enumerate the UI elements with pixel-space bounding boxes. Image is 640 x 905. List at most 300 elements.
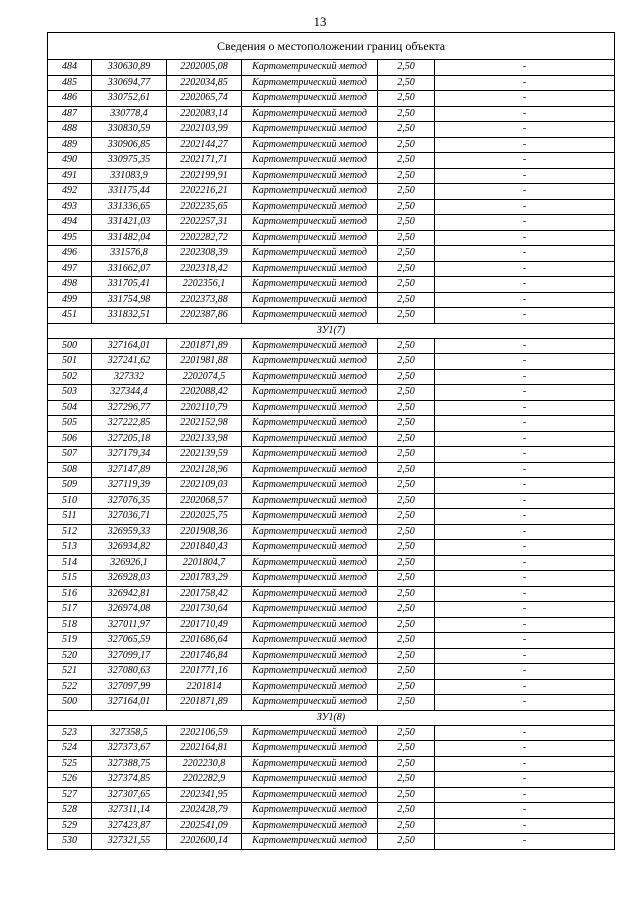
description-cell: - <box>435 277 615 293</box>
description-cell: - <box>435 106 615 122</box>
section-label: ЗУ1(7) <box>48 323 615 338</box>
accuracy-cell: 2,50 <box>378 168 435 184</box>
point-number-cell: 505 <box>48 416 92 432</box>
x-coordinate-cell: 331705,41 <box>92 277 167 293</box>
accuracy-cell: 2,50 <box>378 803 435 819</box>
description-cell: - <box>435 338 615 354</box>
accuracy-cell: 2,50 <box>378 60 435 76</box>
y-coordinate-cell: 2202387,86 <box>167 308 242 324</box>
x-coordinate-cell: 331421,03 <box>92 215 167 231</box>
description-cell: - <box>435 184 615 200</box>
accuracy-cell: 2,50 <box>378 787 435 803</box>
description-cell: - <box>435 756 615 772</box>
description-cell: - <box>435 91 615 107</box>
table-row <box>48 369 615 385</box>
table-row <box>48 338 615 354</box>
method-cell: Картометрический метод <box>242 633 378 649</box>
method-cell: Картометрический метод <box>242 540 378 556</box>
accuracy-cell: 2,50 <box>378 524 435 540</box>
y-coordinate-cell: 2202216,21 <box>167 184 242 200</box>
point-number-cell: 507 <box>48 447 92 463</box>
section-row <box>48 710 615 725</box>
accuracy-cell: 2,50 <box>378 338 435 354</box>
x-coordinate-cell: 326959,33 <box>92 524 167 540</box>
point-number-cell: 526 <box>48 772 92 788</box>
point-number-cell: 492 <box>48 184 92 200</box>
table-row <box>48 215 615 231</box>
description-cell: - <box>435 803 615 819</box>
table-row <box>48 664 615 680</box>
x-coordinate-cell: 327099,17 <box>92 648 167 664</box>
accuracy-cell: 2,50 <box>378 122 435 138</box>
accuracy-cell: 2,50 <box>378 617 435 633</box>
point-number-cell: 515 <box>48 571 92 587</box>
y-coordinate-cell: 2202144,27 <box>167 137 242 153</box>
y-coordinate-cell: 2201871,89 <box>167 338 242 354</box>
point-number-cell: 516 <box>48 586 92 602</box>
point-number-cell: 498 <box>48 277 92 293</box>
point-number-cell: 451 <box>48 308 92 324</box>
x-coordinate-cell: 327307,65 <box>92 787 167 803</box>
point-number-cell: 523 <box>48 725 92 741</box>
accuracy-cell: 2,50 <box>378 184 435 200</box>
method-cell: Картометрический метод <box>242 586 378 602</box>
description-cell: - <box>435 493 615 509</box>
method-cell: Картометрический метод <box>242 803 378 819</box>
table-row <box>48 787 615 803</box>
x-coordinate-cell: 327296,77 <box>92 400 167 416</box>
y-coordinate-cell: 2201746,84 <box>167 648 242 664</box>
y-coordinate-cell: 2202133,98 <box>167 431 242 447</box>
y-coordinate-cell: 2202282,9 <box>167 772 242 788</box>
table-row <box>48 741 615 757</box>
table-row <box>48 803 615 819</box>
y-coordinate-cell: 2202065,74 <box>167 91 242 107</box>
point-number-cell: 489 <box>48 137 92 153</box>
point-number-cell: 486 <box>48 91 92 107</box>
y-coordinate-cell: 2201840,43 <box>167 540 242 556</box>
method-cell: Картометрический метод <box>242 741 378 757</box>
method-cell: Картометрический метод <box>242 137 378 153</box>
x-coordinate-cell: 330752,61 <box>92 91 167 107</box>
accuracy-cell: 2,50 <box>378 416 435 432</box>
y-coordinate-cell: 2202341,95 <box>167 787 242 803</box>
table-row <box>48 756 615 772</box>
method-cell: Картометрический метод <box>242 199 378 215</box>
table-row <box>48 478 615 494</box>
x-coordinate-cell: 327222,85 <box>92 416 167 432</box>
accuracy-cell: 2,50 <box>378 230 435 246</box>
description-cell: - <box>435 75 615 91</box>
description-cell: - <box>435 431 615 447</box>
y-coordinate-cell: 2202005,08 <box>167 60 242 76</box>
x-coordinate-cell: 331754,98 <box>92 292 167 308</box>
y-coordinate-cell: 2201730,64 <box>167 602 242 618</box>
point-number-cell: 501 <box>48 354 92 370</box>
point-number-cell: 494 <box>48 215 92 231</box>
table-row <box>48 431 615 447</box>
accuracy-cell: 2,50 <box>378 633 435 649</box>
x-coordinate-cell: 327311,14 <box>92 803 167 819</box>
accuracy-cell: 2,50 <box>378 447 435 463</box>
x-coordinate-cell: 327097,99 <box>92 679 167 695</box>
description-cell: - <box>435 292 615 308</box>
description-cell: - <box>435 648 615 664</box>
y-coordinate-cell: 2201758,42 <box>167 586 242 602</box>
accuracy-cell: 2,50 <box>378 756 435 772</box>
method-cell: Картометрический метод <box>242 431 378 447</box>
accuracy-cell: 2,50 <box>378 648 435 664</box>
method-cell: Картометрический метод <box>242 91 378 107</box>
point-number-cell: 496 <box>48 246 92 262</box>
description-cell: - <box>435 509 615 525</box>
point-number-cell: 484 <box>48 60 92 76</box>
y-coordinate-cell: 2201710,49 <box>167 617 242 633</box>
y-coordinate-cell: 2202308,39 <box>167 246 242 262</box>
y-coordinate-cell: 2202103,99 <box>167 122 242 138</box>
accuracy-cell: 2,50 <box>378 695 435 711</box>
description-cell: - <box>435 834 615 850</box>
x-coordinate-cell: 327179,34 <box>92 447 167 463</box>
table-row <box>48 308 615 324</box>
y-coordinate-cell: 2202373,88 <box>167 292 242 308</box>
description-cell: - <box>435 385 615 401</box>
table-row <box>48 199 615 215</box>
accuracy-cell: 2,50 <box>378 478 435 494</box>
description-cell: - <box>435 122 615 138</box>
method-cell: Картометрический метод <box>242 695 378 711</box>
point-number-cell: 488 <box>48 122 92 138</box>
table-row <box>48 292 615 308</box>
point-number-cell: 527 <box>48 787 92 803</box>
description-cell: - <box>435 153 615 169</box>
x-coordinate-cell: 327358,5 <box>92 725 167 741</box>
method-cell: Картометрический метод <box>242 818 378 834</box>
method-cell: Картометрический метод <box>242 75 378 91</box>
accuracy-cell: 2,50 <box>378 493 435 509</box>
y-coordinate-cell: 2202541,09 <box>167 818 242 834</box>
method-cell: Картометрический метод <box>242 617 378 633</box>
x-coordinate-cell: 330906,85 <box>92 137 167 153</box>
method-cell: Картометрический метод <box>242 602 378 618</box>
point-number-cell: 521 <box>48 664 92 680</box>
point-number-cell: 502 <box>48 369 92 385</box>
table-row <box>48 555 615 571</box>
point-number-cell: 506 <box>48 431 92 447</box>
table-row <box>48 818 615 834</box>
table-row <box>48 617 615 633</box>
method-cell: Картометрический метод <box>242 400 378 416</box>
x-coordinate-cell: 327164,01 <box>92 695 167 711</box>
method-cell: Картометрический метод <box>242 447 378 463</box>
description-cell: - <box>435 230 615 246</box>
boundary-coordinates-table <box>47 32 615 850</box>
description-cell: - <box>435 354 615 370</box>
table-row <box>48 679 615 695</box>
x-coordinate-cell: 327147,89 <box>92 462 167 478</box>
description-cell: - <box>435 447 615 463</box>
y-coordinate-cell: 2201981,88 <box>167 354 242 370</box>
y-coordinate-cell: 2202068,57 <box>167 493 242 509</box>
x-coordinate-cell: 331336,65 <box>92 199 167 215</box>
point-number-cell: 504 <box>48 400 92 416</box>
method-cell: Картометрический метод <box>242 416 378 432</box>
y-coordinate-cell: 2202106,59 <box>167 725 242 741</box>
description-cell: - <box>435 695 615 711</box>
description-cell: - <box>435 571 615 587</box>
point-number-cell: 499 <box>48 292 92 308</box>
method-cell: Картометрический метод <box>242 153 378 169</box>
method-cell: Картометрический метод <box>242 122 378 138</box>
table-row <box>48 648 615 664</box>
table-row <box>48 400 615 416</box>
table-row <box>48 354 615 370</box>
table-row <box>48 246 615 262</box>
method-cell: Картометрический метод <box>242 834 378 850</box>
y-coordinate-cell: 2202074,5 <box>167 369 242 385</box>
accuracy-cell: 2,50 <box>378 277 435 293</box>
point-number-cell: 490 <box>48 153 92 169</box>
y-coordinate-cell: 2202235,65 <box>167 199 242 215</box>
x-coordinate-cell: 327076,35 <box>92 493 167 509</box>
x-coordinate-cell: 331662,07 <box>92 261 167 277</box>
description-cell: - <box>435 524 615 540</box>
x-coordinate-cell: 327373,67 <box>92 741 167 757</box>
point-number-cell: 493 <box>48 199 92 215</box>
description-cell: - <box>435 416 615 432</box>
point-number-cell: 529 <box>48 818 92 834</box>
table-row <box>48 462 615 478</box>
x-coordinate-cell: 327065,59 <box>92 633 167 649</box>
y-coordinate-cell: 2202152,98 <box>167 416 242 432</box>
y-coordinate-cell: 2202109,03 <box>167 478 242 494</box>
point-number-cell: 495 <box>48 230 92 246</box>
accuracy-cell: 2,50 <box>378 261 435 277</box>
accuracy-cell: 2,50 <box>378 725 435 741</box>
accuracy-cell: 2,50 <box>378 199 435 215</box>
y-coordinate-cell: 2201686,64 <box>167 633 242 649</box>
method-cell: Картометрический метод <box>242 571 378 587</box>
description-cell: - <box>435 60 615 76</box>
point-number-cell: 514 <box>48 555 92 571</box>
point-number-cell: 509 <box>48 478 92 494</box>
table-row <box>48 633 615 649</box>
point-number-cell: 525 <box>48 756 92 772</box>
accuracy-cell: 2,50 <box>378 137 435 153</box>
table-row <box>48 524 615 540</box>
table-row <box>48 106 615 122</box>
method-cell: Картометрический метод <box>242 292 378 308</box>
description-cell: - <box>435 246 615 262</box>
point-number-cell: 528 <box>48 803 92 819</box>
accuracy-cell: 2,50 <box>378 540 435 556</box>
description-cell: - <box>435 725 615 741</box>
accuracy-cell: 2,50 <box>378 431 435 447</box>
description-cell: - <box>435 168 615 184</box>
point-number-cell: 503 <box>48 385 92 401</box>
table-row <box>48 571 615 587</box>
y-coordinate-cell: 2202282,72 <box>167 230 242 246</box>
accuracy-cell: 2,50 <box>378 308 435 324</box>
x-coordinate-cell: 331482,04 <box>92 230 167 246</box>
accuracy-cell: 2,50 <box>378 818 435 834</box>
point-number-cell: 497 <box>48 261 92 277</box>
x-coordinate-cell: 327332 <box>92 369 167 385</box>
x-coordinate-cell: 331175,44 <box>92 184 167 200</box>
point-number-cell: 485 <box>48 75 92 91</box>
description-cell: - <box>435 617 615 633</box>
description-cell: - <box>435 602 615 618</box>
y-coordinate-cell: 2202230,8 <box>167 756 242 772</box>
page-number: 13 <box>313 14 327 29</box>
accuracy-cell: 2,50 <box>378 555 435 571</box>
description-cell: - <box>435 308 615 324</box>
x-coordinate-cell: 327119,39 <box>92 478 167 494</box>
method-cell: Картометрический метод <box>242 60 378 76</box>
point-number-cell: 510 <box>48 493 92 509</box>
x-coordinate-cell: 327205,18 <box>92 431 167 447</box>
x-coordinate-cell: 326974,08 <box>92 602 167 618</box>
point-number-cell: 511 <box>48 509 92 525</box>
table-row <box>48 230 615 246</box>
description-cell: - <box>435 261 615 277</box>
y-coordinate-cell: 2202025,75 <box>167 509 242 525</box>
method-cell: Картометрический метод <box>242 369 378 385</box>
accuracy-cell: 2,50 <box>378 664 435 680</box>
description-cell: - <box>435 137 615 153</box>
method-cell: Картометрический метод <box>242 246 378 262</box>
y-coordinate-cell: 2201871,89 <box>167 695 242 711</box>
point-number-cell: 487 <box>48 106 92 122</box>
description-cell: - <box>435 478 615 494</box>
method-cell: Картометрический метод <box>242 478 378 494</box>
accuracy-cell: 2,50 <box>378 385 435 401</box>
x-coordinate-cell: 327344,4 <box>92 385 167 401</box>
method-cell: Картометрический метод <box>242 493 378 509</box>
section-row <box>48 323 615 338</box>
table-row <box>48 153 615 169</box>
x-coordinate-cell: 327036,71 <box>92 509 167 525</box>
method-cell: Картометрический метод <box>242 354 378 370</box>
x-coordinate-cell: 327321,55 <box>92 834 167 850</box>
x-coordinate-cell: 327011,97 <box>92 617 167 633</box>
x-coordinate-cell: 326928,03 <box>92 571 167 587</box>
x-coordinate-cell: 331576,8 <box>92 246 167 262</box>
method-cell: Картометрический метод <box>242 555 378 571</box>
x-coordinate-cell: 331083,9 <box>92 168 167 184</box>
y-coordinate-cell: 2202428,79 <box>167 803 242 819</box>
description-cell: - <box>435 679 615 695</box>
y-coordinate-cell: 2202110,79 <box>167 400 242 416</box>
y-coordinate-cell: 2202199,91 <box>167 168 242 184</box>
table-row <box>48 602 615 618</box>
table-row <box>48 834 615 850</box>
description-cell: - <box>435 199 615 215</box>
method-cell: Картометрический метод <box>242 756 378 772</box>
description-cell: - <box>435 633 615 649</box>
point-number-cell: 500 <box>48 338 92 354</box>
description-cell: - <box>435 818 615 834</box>
method-cell: Картометрический метод <box>242 338 378 354</box>
x-coordinate-cell: 327164,01 <box>92 338 167 354</box>
point-number-cell: 524 <box>48 741 92 757</box>
accuracy-cell: 2,50 <box>378 834 435 850</box>
accuracy-cell: 2,50 <box>378 400 435 416</box>
x-coordinate-cell: 326926,1 <box>92 555 167 571</box>
method-cell: Картометрический метод <box>242 184 378 200</box>
point-number-cell: 518 <box>48 617 92 633</box>
point-number-cell: 522 <box>48 679 92 695</box>
table-row <box>48 509 615 525</box>
x-coordinate-cell: 327080,63 <box>92 664 167 680</box>
accuracy-cell: 2,50 <box>378 91 435 107</box>
accuracy-cell: 2,50 <box>378 354 435 370</box>
accuracy-cell: 2,50 <box>378 741 435 757</box>
y-coordinate-cell: 2201783,29 <box>167 571 242 587</box>
accuracy-cell: 2,50 <box>378 369 435 385</box>
y-coordinate-cell: 2202083,14 <box>167 106 242 122</box>
accuracy-cell: 2,50 <box>378 106 435 122</box>
y-coordinate-cell: 2202318,42 <box>167 261 242 277</box>
point-number-cell: 520 <box>48 648 92 664</box>
table-row <box>48 137 615 153</box>
method-cell: Картометрический метод <box>242 725 378 741</box>
table-row <box>48 416 615 432</box>
description-cell: - <box>435 664 615 680</box>
table-row <box>48 75 615 91</box>
x-coordinate-cell: 326934,82 <box>92 540 167 556</box>
accuracy-cell: 2,50 <box>378 75 435 91</box>
x-coordinate-cell: 330694,77 <box>92 75 167 91</box>
accuracy-cell: 2,50 <box>378 586 435 602</box>
description-cell: - <box>435 772 615 788</box>
table-row <box>48 60 615 76</box>
table-row <box>48 168 615 184</box>
x-coordinate-cell: 327374,85 <box>92 772 167 788</box>
table-row <box>48 447 615 463</box>
point-number-cell: 508 <box>48 462 92 478</box>
y-coordinate-cell: 2202600,14 <box>167 834 242 850</box>
accuracy-cell: 2,50 <box>378 571 435 587</box>
point-number-cell: 513 <box>48 540 92 556</box>
y-coordinate-cell: 2202128,96 <box>167 462 242 478</box>
table-row <box>48 261 615 277</box>
method-cell: Картометрический метод <box>242 168 378 184</box>
method-cell: Картометрический метод <box>242 648 378 664</box>
table-title-row <box>48 33 615 60</box>
x-coordinate-cell: 327423,87 <box>92 818 167 834</box>
y-coordinate-cell: 2201804,7 <box>167 555 242 571</box>
method-cell: Картометрический метод <box>242 385 378 401</box>
point-number-cell: 519 <box>48 633 92 649</box>
method-cell: Картометрический метод <box>242 509 378 525</box>
method-cell: Картометрический метод <box>242 261 378 277</box>
accuracy-cell: 2,50 <box>378 602 435 618</box>
table-row <box>48 725 615 741</box>
y-coordinate-cell: 2202034,85 <box>167 75 242 91</box>
method-cell: Картометрический метод <box>242 787 378 803</box>
x-coordinate-cell: 330830,59 <box>92 122 167 138</box>
accuracy-cell: 2,50 <box>378 292 435 308</box>
table-row <box>48 695 615 711</box>
table-row <box>48 586 615 602</box>
point-number-cell: 512 <box>48 524 92 540</box>
accuracy-cell: 2,50 <box>378 153 435 169</box>
y-coordinate-cell: 2201908,36 <box>167 524 242 540</box>
table-row <box>48 385 615 401</box>
table-title: Сведения о местоположении границ объекта <box>48 33 615 60</box>
description-cell: - <box>435 586 615 602</box>
